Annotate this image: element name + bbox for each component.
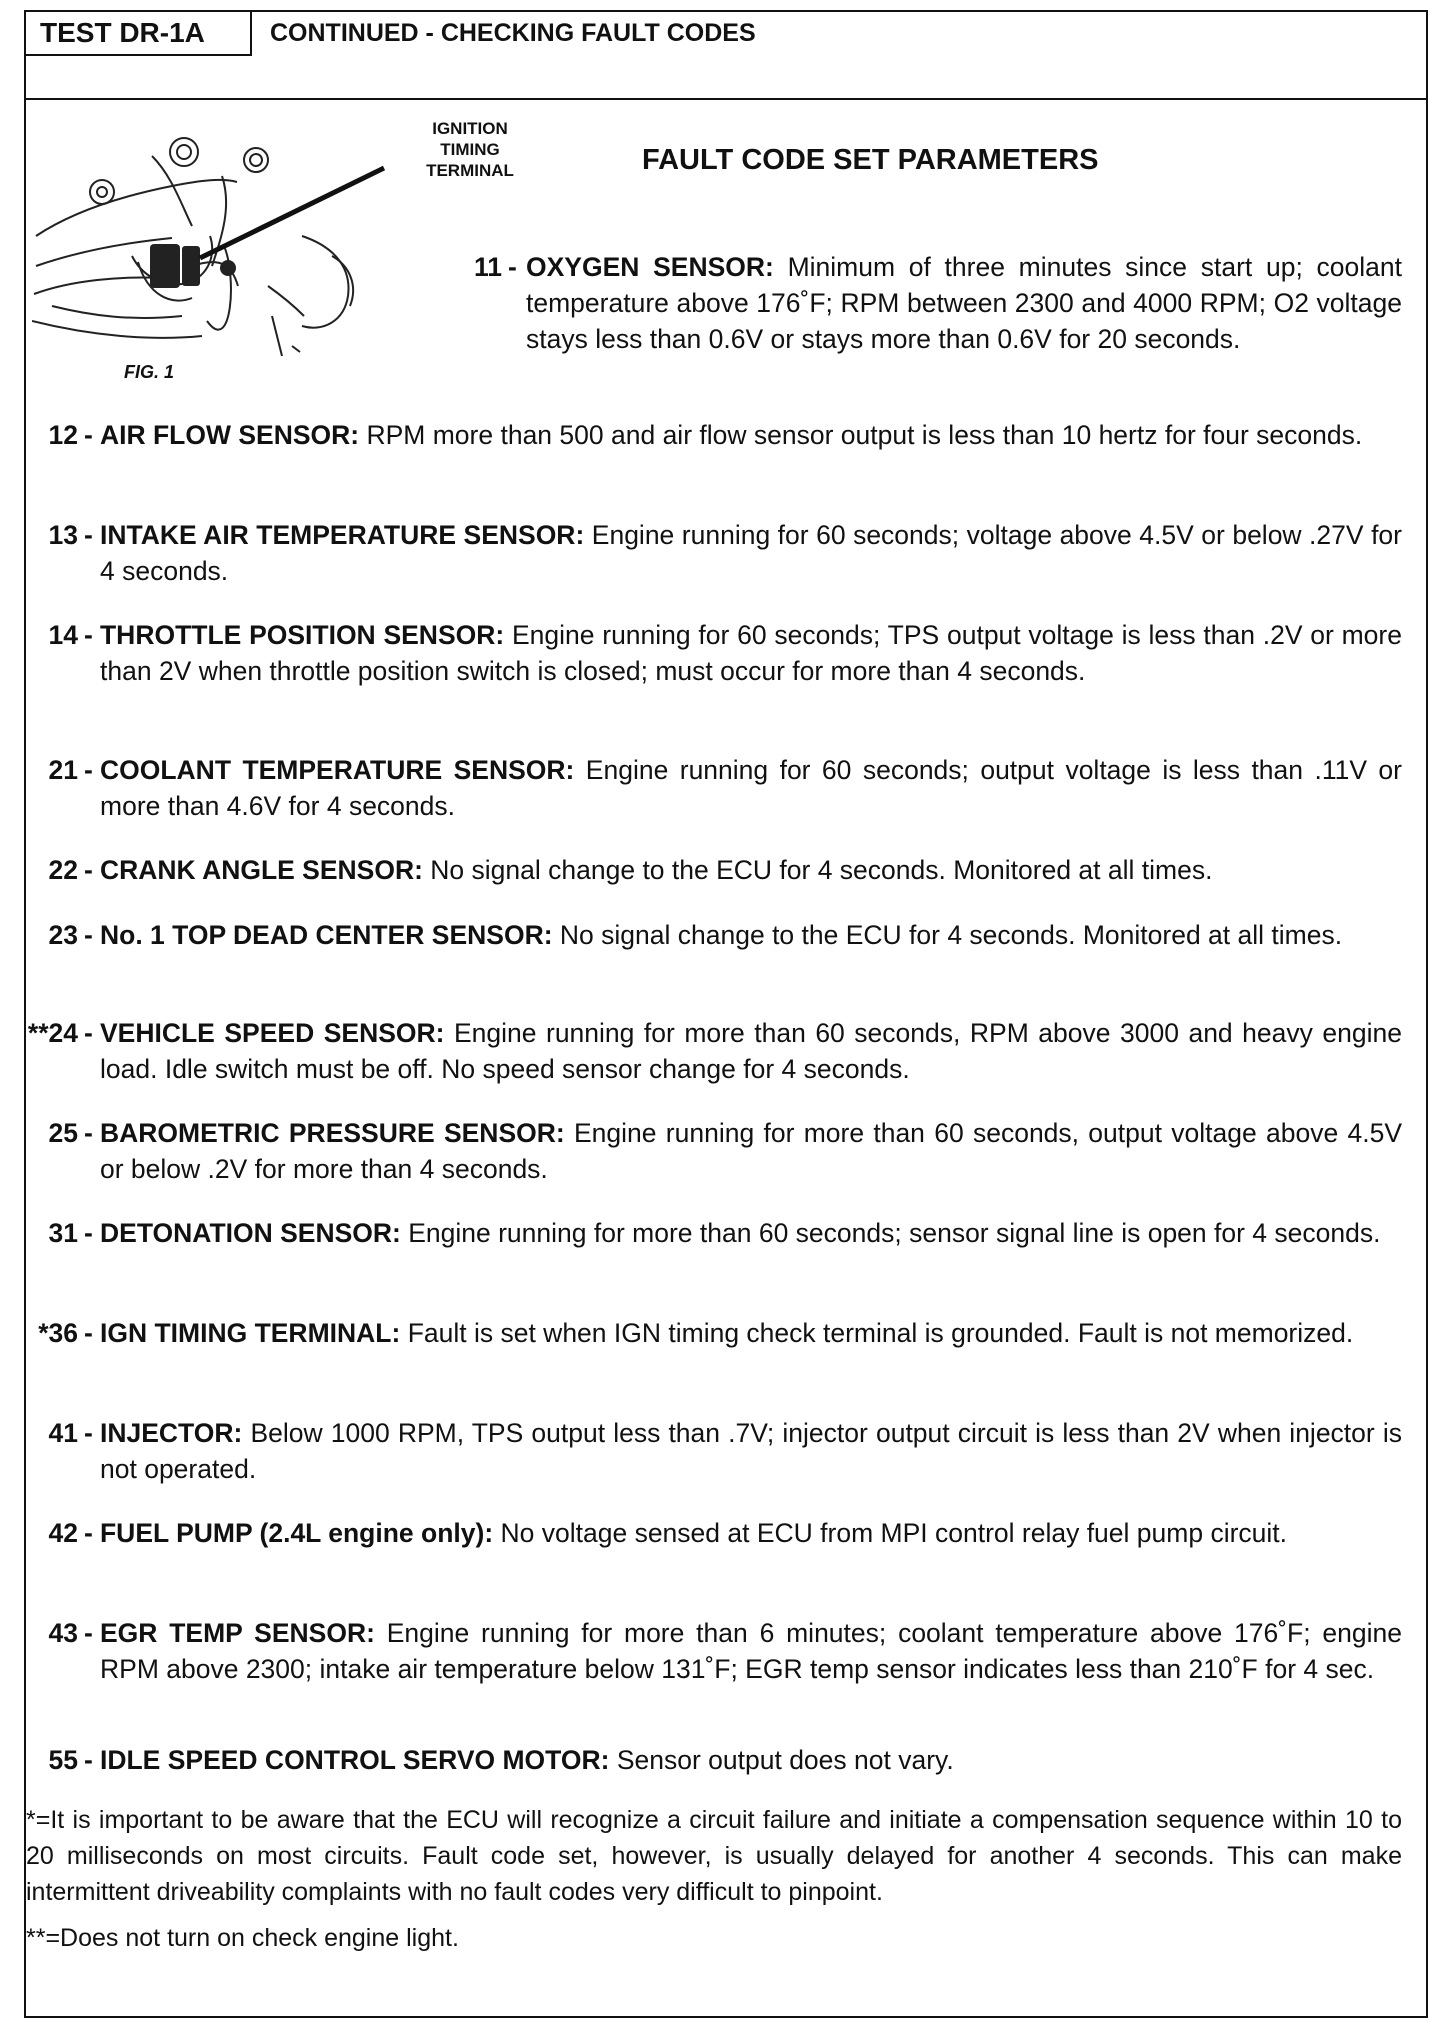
- fault-code-description: [100, 1515, 1402, 1551]
- fault-code-number: 25: [48, 1118, 78, 1148]
- fault-code-label: IGN TIMING TERMINAL:: [100, 1318, 401, 1348]
- fault-code-text: Engine running for more than 60 seconds; sensor signal line is open for 4 seconds.: [408, 1218, 1381, 1248]
- callout-line-2: TIMING: [440, 140, 500, 159]
- fault-code-text: Engine running for more than 6 minutes; coolant temperature above 176˚F; engine RPM above 2300; intake air temperature below 131˚F; EGR temp sensor indicates less than 210˚F for 4 sec.: [100, 1618, 1402, 1684]
- fault-code-dash: -: [84, 1218, 93, 1248]
- fault-code-description: [100, 617, 1402, 689]
- fault-code-label: CRANK ANGLE SENSOR:: [100, 855, 423, 885]
- fault-code-dash: -: [84, 755, 93, 785]
- fault-code-dash: -: [84, 1418, 93, 1448]
- fault-code-number: 12: [48, 420, 78, 450]
- fault-code-text: Engine running for 60 seconds; TPS output voltage is less than .2V or more than 2V when throttle position switch is closed; must occur for more than 4 seconds.: [100, 620, 1402, 686]
- fault-code-description: [100, 1742, 1402, 1778]
- fault-code-text: No signal change to the ECU for 4 seconds. Monitored at all times.: [559, 920, 1343, 950]
- fault-code-description: [100, 1315, 1402, 1351]
- fault-code-text: Engine running for 60 seconds; output voltage is less than .11V or more than 4.6V for 4 seconds.: [100, 755, 1402, 821]
- fault-code-label: AIR FLOW SENSOR:: [100, 420, 360, 450]
- engine-illustration: [32, 116, 400, 356]
- fault-code-description: [100, 752, 1402, 824]
- fault-code-number: 22: [48, 855, 78, 885]
- fault-code-label: IDLE SPEED CONTROL SERVO MOTOR:: [100, 1745, 610, 1775]
- fault-code-number: 13: [48, 520, 78, 550]
- fault-code-label: COOLANT TEMPERATURE SENSOR:: [100, 755, 575, 785]
- fault-code-label: INJECTOR:: [100, 1418, 243, 1448]
- fault-code-label: EGR TEMP SENSOR:: [100, 1618, 375, 1648]
- fault-code-dash: -: [84, 420, 93, 450]
- fault-code-number: 55: [48, 1745, 78, 1775]
- fault-code-number: 23: [48, 920, 78, 950]
- fault-code-text: Sensor output does not vary.: [616, 1745, 954, 1775]
- fault-code-text: No signal change to the ECU for 4 seconds. Monitored at all times.: [430, 855, 1213, 885]
- fault-code-label: DETONATION SENSOR:: [100, 1218, 401, 1248]
- fault-code-description: [100, 852, 1402, 888]
- figure-caption: FIG. 1: [124, 362, 175, 382]
- fault-code-label: VEHICLE SPEED SENSOR:: [100, 1018, 445, 1048]
- fault-code-description: [100, 517, 1402, 589]
- fault-code-description: [100, 1215, 1402, 1251]
- fault-code-number: *36: [38, 1318, 78, 1348]
- fault-code-label: THROTTLE POSITION SENSOR:: [100, 620, 505, 650]
- fault-code-description: [100, 1015, 1402, 1087]
- fault-code-dash: -: [508, 252, 517, 282]
- fault-code-dash: -: [84, 1318, 93, 1348]
- fault-code-description: [100, 417, 1402, 453]
- fault-code-text: No voltage sensed at ECU from MPI control relay fuel pump circuit.: [500, 1518, 1288, 1548]
- fault-code-label: INTAKE AIR TEMPERATURE SENSOR:: [100, 520, 585, 550]
- callout-line-3: TERMINAL: [426, 161, 514, 180]
- fault-code-description: [100, 1415, 1402, 1487]
- fault-code-text: Engine running for more than 60 seconds, RPM above 3000 and heavy engine load. Idle switch must be off. No speed sensor change for 4 seconds.: [100, 1018, 1402, 1084]
- header-title: CONTINUED - CHECKING FAULT CODES: [270, 19, 756, 47]
- footnote-single-asterisk: *=It is important to be aware that the ECU will recognize a circuit failure and initiate a compensation sequence within 10 to 20 milliseconds on most circuits. Fault code set, however, is usually delayed for another 4 seconds. This can make intermittent driveability complaints with no fault codes very difficult to pinpoint.: [26, 1806, 1402, 1906]
- fault-code-label: FUEL PUMP (2.4L engine only):: [100, 1518, 494, 1548]
- fault-code-label: No. 1 TOP DEAD CENTER SENSOR:: [100, 920, 553, 950]
- fault-code-label: BAROMETRIC PRESSURE SENSOR:: [100, 1118, 565, 1148]
- figure-ignition-timing-terminal: [32, 116, 400, 382]
- fault-code-number: 41: [48, 1418, 78, 1448]
- section-title: FAULT CODE SET PARAMETERS: [642, 144, 1099, 176]
- fault-code-text: Engine running for more than 60 seconds, output voltage above 4.5V or below .2V for more than 4 seconds.: [100, 1118, 1403, 1184]
- header-row: [26, 12, 1426, 100]
- footnote-double-asterisk: **=Does not turn on check engine light.: [26, 1924, 459, 1952]
- fault-code-number: **24: [27, 1018, 78, 1048]
- fault-code-text: Fault is set when IGN timing check terminal is grounded. Fault is not memorized.: [407, 1318, 1354, 1348]
- page-frame: [24, 10, 1428, 2018]
- fault-code-text: Minimum of three minutes since start up; coolant temperature above 176˚F; RPM between 2300 and 4000 RPM; O2 voltage stays less than 0.6V or stays more than 0.6V for 20 seconds.: [526, 252, 1402, 354]
- fault-code-number: 43: [48, 1618, 78, 1648]
- fault-code-number: 42: [48, 1518, 78, 1548]
- fault-code-description: [100, 1115, 1402, 1187]
- callout-line-1: IGNITION: [432, 119, 508, 138]
- fault-code-number: 11: [473, 252, 502, 282]
- fault-code-dash: -: [84, 1618, 93, 1648]
- fault-code-description: [100, 917, 1402, 953]
- fault-code-dash: -: [84, 620, 93, 650]
- fault-code-number: 31: [48, 1218, 78, 1248]
- fault-code-dash: -: [84, 855, 93, 885]
- fault-code-label: OXYGEN SENSOR:: [526, 252, 774, 282]
- test-id-box: TEST DR-1A: [26, 12, 252, 56]
- fault-code-dash: -: [84, 920, 93, 950]
- figure-callout: [400, 118, 540, 181]
- fault-code-text: Below 1000 RPM, TPS output less than .7V; injector output circuit is less than 2V when injector is not operated.: [100, 1418, 1402, 1484]
- fault-code-dash: -: [84, 1745, 93, 1775]
- fault-code-description: [526, 249, 1402, 357]
- fault-code-number: 21: [48, 755, 78, 785]
- fault-code-description: [100, 1615, 1402, 1687]
- fault-code-text: Engine running for 60 seconds; voltage above 4.5V or below .27V for 4 seconds.: [100, 520, 1402, 586]
- fault-code-dash: -: [84, 520, 93, 550]
- fault-code-text: RPM more than 500 and air flow sensor output is less than 10 hertz for four seconds.: [366, 420, 1363, 450]
- fault-code-dash: -: [84, 1118, 93, 1148]
- fault-code-dash: -: [84, 1018, 93, 1048]
- fault-code-number: 14: [48, 620, 78, 650]
- fault-code-dash: -: [84, 1518, 93, 1548]
